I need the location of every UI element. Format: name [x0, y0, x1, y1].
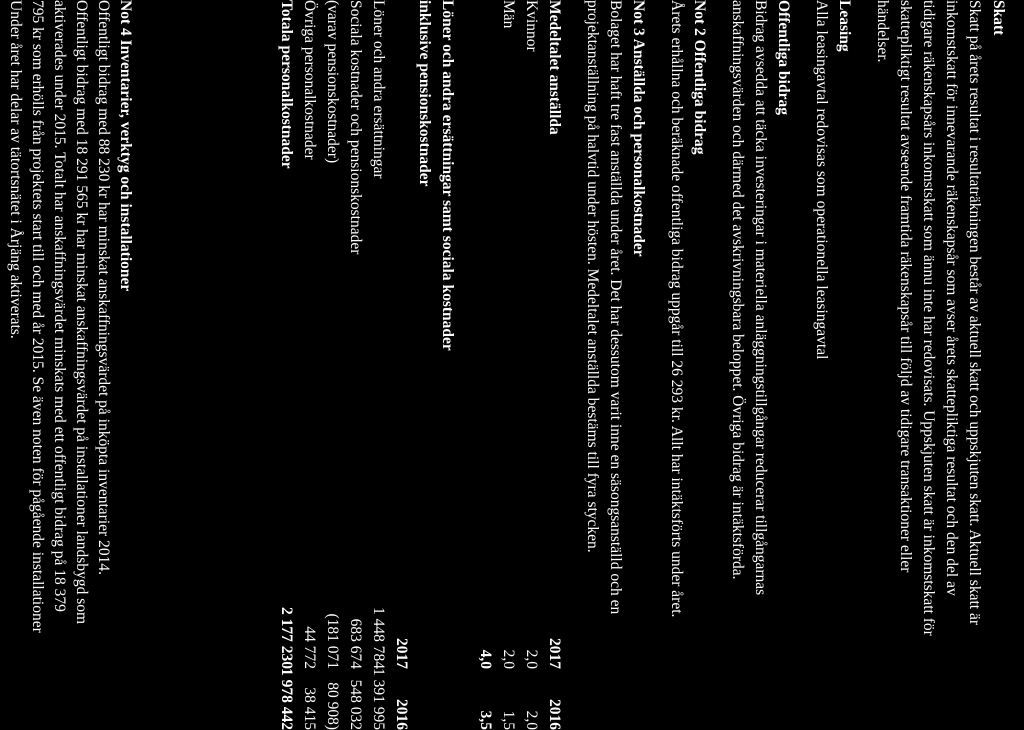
- loner-row-label: Löner och andra ersättningar: [370, 0, 387, 179]
- loner-row-label: (varav pensionskostnader): [324, 0, 341, 164]
- skatt-text-line: inkomstskatt för innevarande räkenskapsår som avser årets skattepliktiga resultat och den del av: [943, 0, 960, 596]
- leasing-text: Alla leasingavtal redovisas som operationella leasingavtal: [813, 0, 830, 360]
- medeltal-row-value-2016: 2,0: [523, 710, 540, 730]
- not4-text-line: aktiverades under 2015. Totalt har anskaffningsvärdet minskats med ett offentligt bidrag på 18 379: [51, 0, 68, 612]
- not3-heading: Not 3 Anställda och personalkostnader: [630, 0, 647, 257]
- loner-row-value-2017: 44 772: [301, 626, 318, 669]
- medeltal-total-2016: 3,5: [477, 710, 494, 730]
- medeltal-row-value-2017: 2,0: [523, 649, 540, 669]
- loner-row-value-2016: 548 032: [347, 679, 364, 730]
- skatt-text-line: skattepliktigt resultat avseende framtida räkenskapsår till följd av tidigare transaktioner eller: [897, 0, 914, 573]
- not3-text-line: projektanställning på halvtid under hösten. Medeltalet anställda bestäms till fyra stycken.: [584, 0, 601, 553]
- loner-year-2016: 2016: [393, 699, 410, 730]
- not4-text-line: Offentligt bidrag med 88 230 kr har minskat anskaffningsvärdet på inköpta inventarier 2014.: [95, 0, 112, 575]
- loner-row-label: Övriga personalkostnader: [301, 0, 318, 160]
- loner-row-value-2017: 1 448 784: [370, 607, 387, 669]
- not4-text-line: Under året har delar av tätortsnätet i Årjäng aktiverats.: [7, 0, 24, 339]
- medeltal-year-2017: 2017: [546, 638, 563, 669]
- loner-total-label: Totala personalkostnader: [278, 0, 295, 169]
- medeltal-row-value-2017: 2,0: [500, 649, 517, 669]
- medeltal-row-label: Kvinnor: [523, 0, 540, 52]
- loner-year-2017: 2017: [393, 638, 410, 669]
- loner-total-2017: 2 177 230: [278, 607, 295, 669]
- loner-total-2016: 1 978 442: [278, 668, 295, 730]
- loner-row-value-2016: 38 415: [301, 687, 318, 730]
- skatt-text-line: Skatt på årets resultat i resultaträkningen består av aktuell skatt och uppskjuten skatt. Aktuell skatt är: [966, 0, 983, 626]
- loner-subheading: inklusive pensionskostnader: [416, 0, 433, 187]
- not4-text-line: Offentligt bidrag med 18 291 565 kr har minskat anskaffningsvärdet på installationer landsbygd som: [73, 0, 90, 625]
- medeltal-total-2017: 4,0: [477, 649, 494, 669]
- loner-row-value-2016: 1 391 995: [370, 668, 387, 730]
- loner-row-label: Sociala kostnader och pensionskostnader: [347, 0, 364, 255]
- skatt-heading: Skatt: [990, 0, 1007, 36]
- medeltal-heading: Medeltalet anställda: [546, 0, 563, 135]
- offentliga-bidrag-text-line: anskaffningsvärden och därmed det avskrivningsbara beloppet. Övriga bidrag är intäktsförda.: [729, 0, 746, 580]
- skatt-text-line: tidigare räkenskapsårs inkomstskatt som ännu inte har redovisats. Uppskjuten skatt är inkomstskatt för: [920, 0, 937, 636]
- offentliga-bidrag-heading: Offentliga bidrag: [775, 0, 792, 115]
- medeltal-year-2016: 2016: [546, 699, 563, 730]
- loner-row-value-2017: (181 071: [324, 613, 341, 669]
- not4-heading: Not 4 Inventarier, verktyg och installationer: [117, 0, 134, 292]
- medeltal-row-value-2016: 1,5: [500, 710, 517, 730]
- skatt-text-line: händelser.: [874, 0, 891, 63]
- medeltal-row-label: Män: [500, 0, 517, 29]
- not3-text-line: Bolaget har haft tre fast anställda under året. Det har dessutom varit inne en säsongsanställd och en: [607, 0, 624, 615]
- not2-heading: Not 2 Offentliga bidrag: [691, 0, 708, 155]
- offentliga-bidrag-text-line: Bidrag avsedda att täcka investeringar i materiella anläggningstillgångar reducerar tillgångarnas: [752, 0, 769, 596]
- not4-text-line: 795 kr som erhölls från projektets start till och med år 2015. Se även noten för pågående installationer: [29, 0, 46, 633]
- loner-row-value-2017: 683 674: [347, 618, 364, 669]
- loner-heading: Löner och andra ersättningar samt sociala kostnader: [439, 0, 456, 351]
- leasing-heading: Leasing: [836, 0, 853, 52]
- not2-text: Årets erhållna och beräknade offentliga bidrag uppgår till 26 293 kr. Allt har intäktsförts under året.: [668, 0, 685, 618]
- loner-row-value-2016: 80 908): [324, 682, 341, 730]
